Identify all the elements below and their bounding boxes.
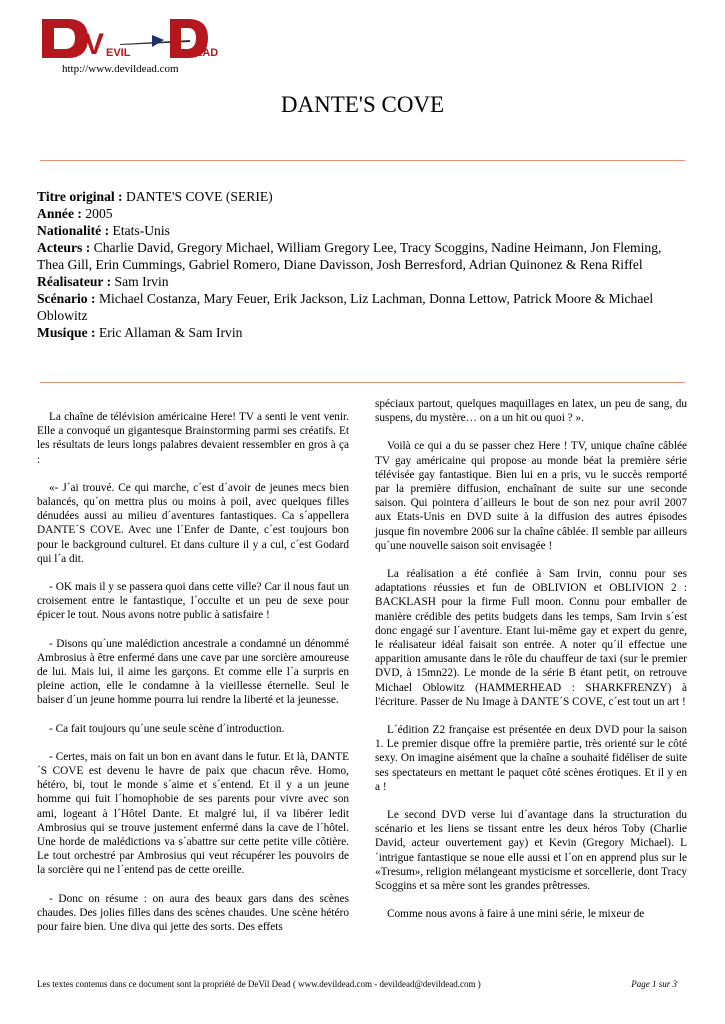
info-director: Réalisateur : Sam Irvin — [37, 274, 169, 289]
info-original-title: Titre original : DANTE'S COVE (SERIE) — [37, 189, 273, 204]
info-year: Année : 2005 — [37, 206, 113, 221]
divider-bottom — [40, 382, 685, 383]
site-url[interactable]: http://www.devildead.com — [62, 63, 179, 75]
paragraph: La réalisation a été confiée à Sam Irvin, connu pour ses adaptations réussies et fun de OBLIVION et OBLIVION 2 : BACKLASH pour la firme Full moon. Connu pour emballer de manière crédible des petits budgets dans les temps, Sam Irvin s´est donc engagé sur l´aventure. Etant lui-même gay et expert du genre, le réalisateur idéal faisait son entrée. A noter qu´il effectue une apparition amusante dans le rôle du chauffeur de taxi (sur le premier DVD, à 15mn22). Le monde de la série B étant petit, on retrouve Michael Oblowitz (HAMMERHEAD : SHARKFRENZY) à l'écriture. Passer de Nu Image à DANTE´S COVE, c´est tout un art ! — [375, 568, 687, 708]
film-info — [37, 188, 687, 341]
footer-copyright: Les textes contenus dans ce document sont la propriété de DeVil Dead ( www.devildead.com - devildead@devildead.com ) — [37, 979, 481, 989]
paragraph: Comme nous avons à faire à une mini série, le mixeur de — [387, 908, 645, 921]
footer — [37, 979, 677, 989]
paragraph: Voilà ce qui a du se passer chez Here ! TV, unique chaîne câblée TV gay américaine qui propose au monde béat la première série télévisée gay fantastique. Bien lui en a pris, vu le succès remporté par la première diffusion, enchaînant de suite sur une seconde saison. Qui pointera d´ailleurs le bout de son nez pour avril 2007 aux Etats-Unis en DVD suite à la diffusion des autres épisodes jusque fin novembre 2006 sur la chaîne câblée. Il semble par ailleurs qu´une nouvelle saison soit envisagée ! — [375, 440, 687, 552]
info-actors: Acteurs : Charlie David, Gregory Michael, William Gregory Lee, Tracy Scoggins, Nadine Heimann, Jon Fleming, Thea Gill, Erin Cummings, Gabriel Romero, Diane Davisson, Josh Berresford, Adrian Quinonez & Rena Riffel — [37, 240, 662, 272]
paragraph: L´édition Z2 française est présentée en deux DVD pour la saison 1. Le premier disque offre la première partie, très orienté sur le côté sexy. On imagine aisément que la chaîne a souhaité fidéliser de suite ses spectateurs en mettant le paquet côté scènes érotiques. Et il y en a ! — [375, 724, 687, 793]
page-title: DANTE'S COVE — [280, 92, 445, 117]
devildead-logo — [40, 14, 225, 64]
paragraph: La chaîne de télévision américaine Here! TV a senti le vent venir. Elle a convoqué un gigantesque Brainstorming parmi ses créatifs. Et les résultats de leurs longs palabres devaient ressembler en gros à ça : — [37, 411, 349, 466]
logo-letter-v: V — [84, 28, 105, 61]
divider-top — [40, 160, 685, 161]
paragraph: «- J´ai trouvé. Ce qui marche, c´est d´avoir de jeunes mecs bien balancés, qu´on mettra plus ou moins à poil, avec quelques filles dénudées aussi au milieu d´aventures fantastiques. Ca s´appellera DANTE´S COVE. Avec une l´Enfer de Dante, c´est toujours bon pour le background culturel. Et dans culture il y a cul, c´est Godard qui l´a dit. — [37, 481, 349, 565]
article-column-left — [37, 410, 349, 948]
logo-word-evil: EVIL — [106, 47, 131, 59]
article-column-right — [375, 397, 687, 936]
paragraph: Le second DVD verse lui d´avantage dans la structuration du scénario et les liens se tissant entre les deux héros Toby (Charlie David, acteur ouvertement gay) et Kevin (Gregory Michael). L´intrigue fantastique se noue elle aussi et l´on en apprend plus sur le «Tresum», religion mélangeant mysticisme et sorcellerie, dont Tracy Scoggins et sa mère sont les grandes prêtresses. — [375, 809, 687, 893]
paragraph: - Ca fait toujours qu´une seule scène d´introduction. — [49, 722, 285, 735]
paragraph: spéciaux partout, quelques maquillages en latex, un peu de sang, du suspens, du mystère… on a un hit ou quoi ? ». — [375, 398, 687, 425]
paragraph: - Disons qu´une malédiction ancestrale a condamné un dénommé Ambrosius à être enfermé dans une cave par une sorcière amoureuse de lui. Mais lui, il aime les garçons. Et comme elle l´a surpris en pleine action, elle le condamne à la vieillesse éternelle. Seul le baiser d´un jeune homme pourra lui rendre la liberté et la jeunesse. — [37, 637, 349, 707]
info-screenplay: Scénario : Michael Costanza, Mary Feuer, Erik Jackson, Liz Lachman, Donna Lettow, Patrick Moore & Michael Oblowitz — [37, 291, 654, 323]
page-number: Page 1 sur 3 — [631, 979, 677, 989]
paragraph: - OK mais il y se passera quoi dans cette ville? Car il nous faut un croisement entre le fantastique, l´occulte et un peu de sexe pour épicer le tout. Nous avons notre public à satisfaire ! — [37, 581, 349, 622]
logo-word-ead: EAD — [195, 47, 219, 59]
paragraph: - Certes, mais on fait un bon en avant dans le futur. Et là, DANTE´S COVE est devenu le havre de paix que chacun rêve. Homo, hétéro, bi, tout le monde s´aime et s´entend. Et il y a un jeune homme qui fuit l´homophobie de ses parents pour vivre avec son ami, logeant à l´Hôtel Dante. Et malgré lui, il va libérer ledit Ambrosius qui se trouve justement enfermé dans la cave de l´hôtel. Une horde de malédictions va s´abattre sur cette petite ville côtière. Le tout orchestré par Ambrosius qui veut récupérer les pouvoirs de la sorcière qui ne l´entend pas de cette oreille. — [37, 750, 349, 877]
paragraph: - Donc on résume : on aura des beaux gars dans des scènes chaudes. Des jolies filles dans des scènes chaudes. Une scène hétéro pour faire bien. Une diva qui jette des sorts. Des effets — [37, 892, 349, 934]
info-nationality: Nationalité : Etats-Unis — [37, 223, 170, 238]
info-music: Musique : Eric Allaman & Sam Irvin — [37, 325, 243, 340]
